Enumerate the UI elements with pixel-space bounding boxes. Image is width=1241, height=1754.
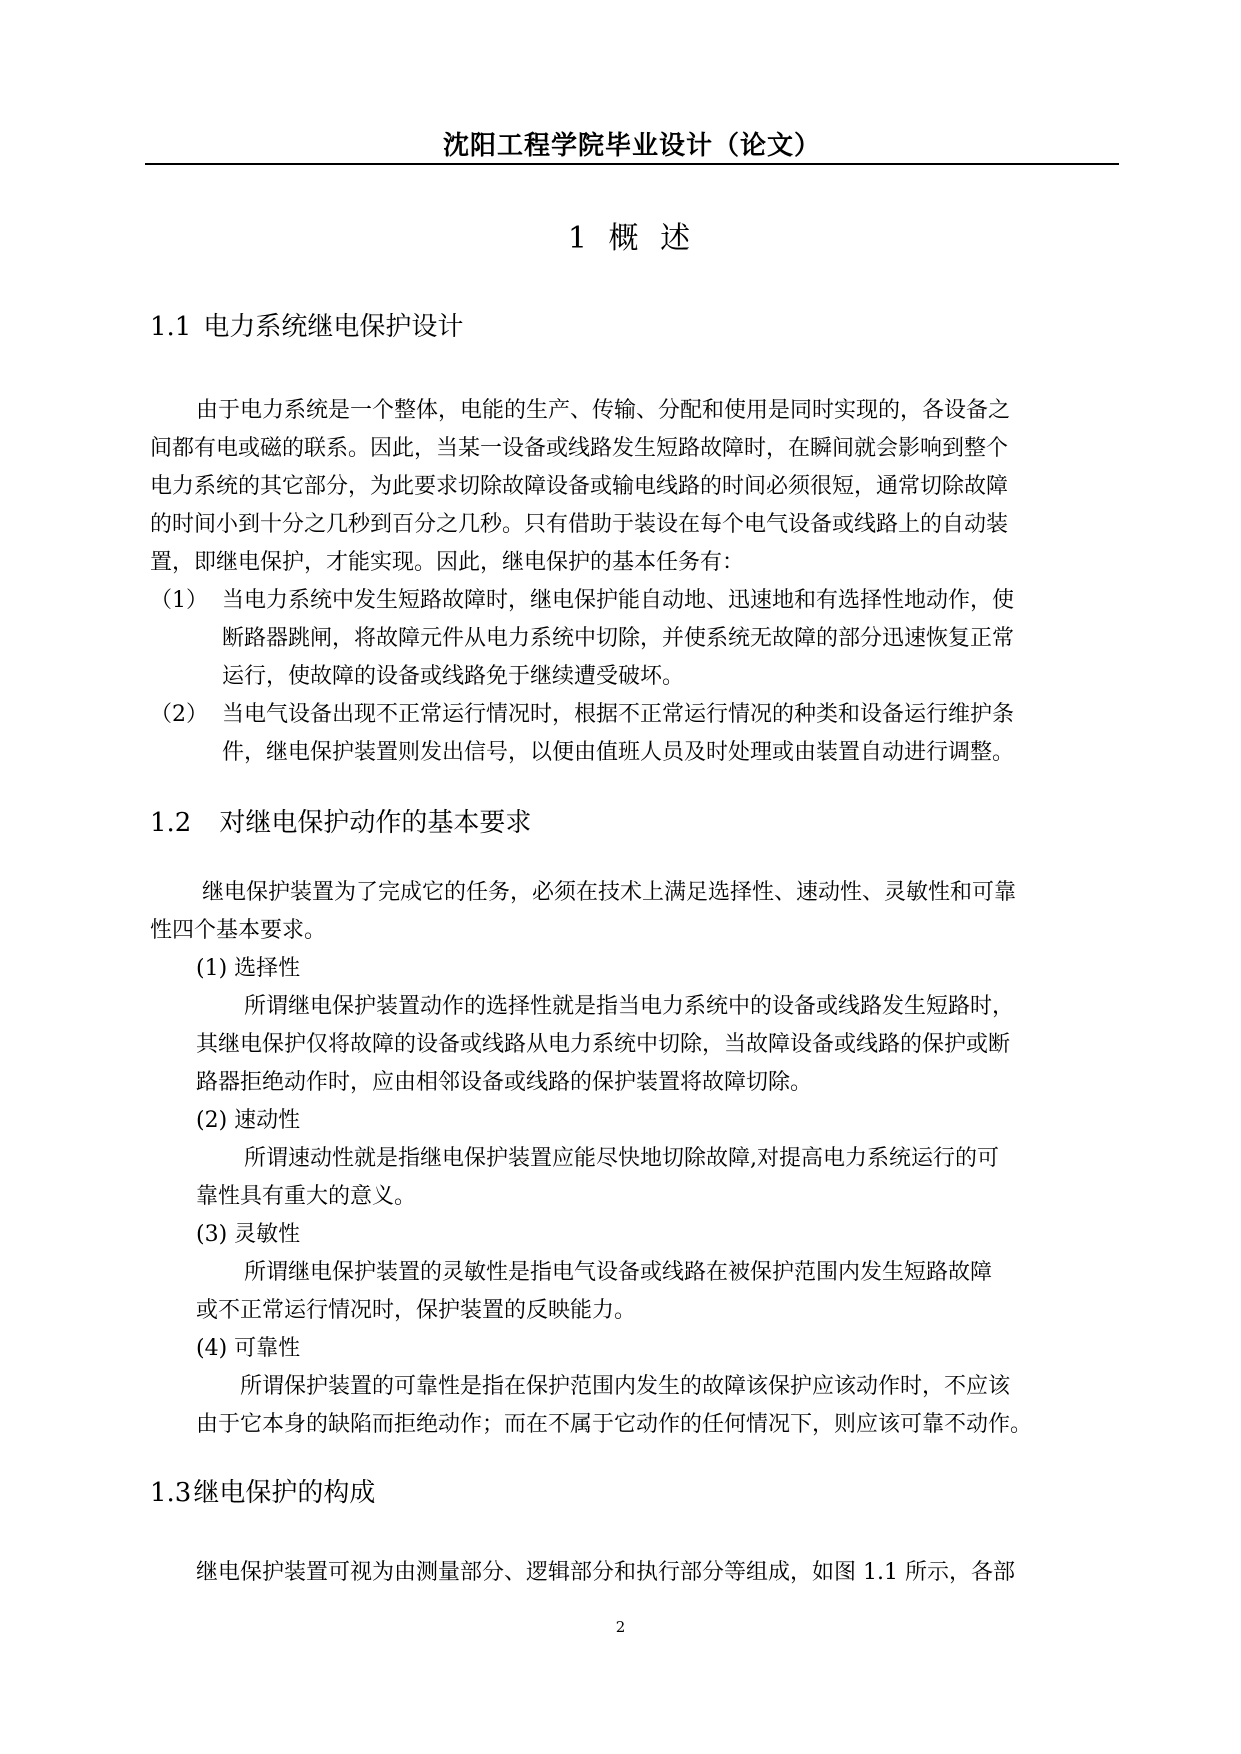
task-line: 当电力系统中发生短路故障时，继电保护能自动地、迅速地和有选择性地动作，使 [222,588,1015,613]
paragraph-line: 性四个基本要求。 [150,918,327,943]
header-rule [145,163,1119,165]
paragraph-line: 其继电保护仅将故障的设备或线路从电力系统中切除，当故障设备或线路的保护或断 [196,1032,1011,1057]
task-line: 当电气设备出现不正常运行情况时，根据不正常运行情况的种类和设备运行维护条 [222,702,1015,727]
paragraph-line: 的时间小到十分之几秒到百分之几秒。只有借助于装设在每个电气设备或线路上的自动装 [150,512,1009,537]
requirement-label-4: (4) 可靠性 [196,1336,301,1361]
paragraph-line: 置，即继电保护，才能实现。因此，继电保护的基本任务有： [150,550,745,575]
paragraph-line: 路器拒绝动作时，应由相邻设备或线路的保护装置将故障切除。 [196,1070,813,1095]
task-line: 件，继电保护装置则发出信号，以便由值班人员及时处理或由装置自动进行调整。 [222,740,1015,765]
requirement-label-1: (1) 选择性 [196,956,301,981]
task-body [222,582,1014,696]
section-number: 1.3 [150,1478,192,1508]
task-body [222,696,1014,772]
paragraph-line: 由于电力系统是一个整体，电能的生产、传输、分配和使用是同时实现的，各设备之 [196,398,1011,423]
paragraph-line: 靠性具有重大的意义。 [196,1184,417,1209]
task-marker: （2） [150,702,208,727]
page-number: 2 [615,1618,626,1636]
section-heading-1-3 [150,1472,375,1509]
paragraph-line: 所谓保护装置的可靠性是指在保护范围内发生的故障该保护应该动作时，不应该 [240,1374,1011,1399]
paragraph-line: 所谓速动性就是指继电保护装置应能尽快地切除故障,对提高电力系统运行的可 [244,1146,999,1171]
intro-paragraph [150,392,1120,582]
task-marker: （1） [150,588,208,613]
task-line: 断路器跳闸，将故障元件从电力系统中切除，并使系统无故障的部分迅速恢复正常 [222,626,1015,651]
composition-paragraph [150,1554,1120,1592]
section-title: 继电保护的构成 [193,1478,376,1508]
section-title: 对继电保护动作的基本要求 [219,808,532,838]
paragraph-line: 继电保护装置可视为由测量部分、逻辑部分和执行部分等组成，如图 1.1 所示，各部 [196,1560,1015,1585]
paragraph-line: 间都有电或磁的联系。因此，当某一设备或线路发生短路故障时，在瞬间就会影响到整个 [150,436,1009,461]
task-item-1 [150,582,1120,696]
task-line: 运行，使故障的设备或线路免于继续遭受破坏。 [222,664,685,689]
requirements-intro-paragraph [150,874,1120,950]
requirement-body-4 [196,1368,1120,1444]
paragraph-line: 或不正常运行情况时，保护装置的反映能力。 [196,1298,637,1323]
paragraph-line: 所谓继电保护装置的灵敏性是指电气设备或线路在被保护范围内发生短路故障 [244,1260,993,1285]
paragraph-line: 由于它本身的缺陷而拒绝动作；而在不属于它动作的任何情况下，则应该可靠不动作。 [196,1412,1033,1437]
requirement-label-3: (3) 灵敏性 [196,1222,301,1247]
section-number: 1.2 [150,808,192,838]
section-number: 1.1 [150,312,192,342]
requirement-body-1 [196,988,1120,1102]
paragraph-line: 所谓继电保护装置动作的选择性就是指当电力系统中的设备或线路发生短路时， [244,994,1015,1019]
requirement-body-3 [196,1254,1120,1330]
paragraph-line: 继电保护装置为了完成它的任务，必须在技术上满足选择性、速动性、灵敏性和可靠 [202,880,1017,905]
paragraph-line: 电力系统的其它部分，为此要求切除故障设备或输电线路的时间必须很短，通常切除故障 [150,474,1009,499]
chapter-title: 1 概 述 [567,221,697,256]
requirement-label-2: (2) 速动性 [196,1108,301,1133]
section-title: 电力系统继电保护设计 [203,312,464,342]
task-item-2 [150,696,1120,772]
section-heading-1-1 [150,306,463,343]
requirement-body-2 [196,1140,1120,1216]
running-header-title: 沈阳工程学院毕业设计（论文） [442,131,821,161]
section-heading-1-2 [150,802,531,839]
